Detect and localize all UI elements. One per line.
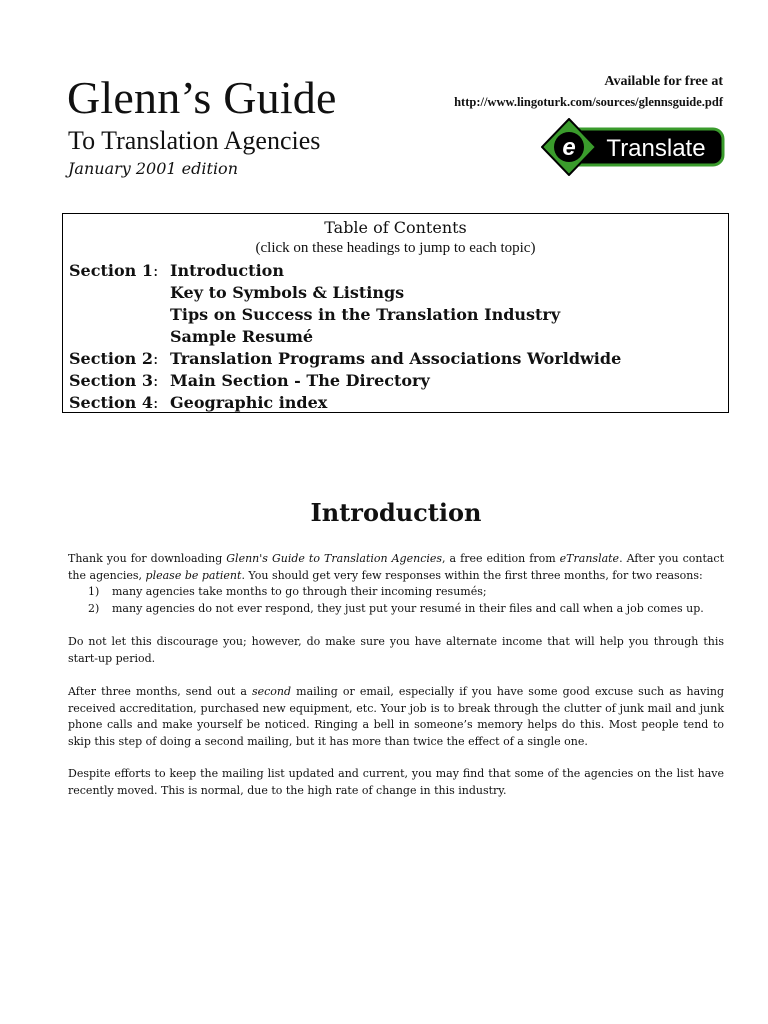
toc-link-translation-programs[interactable]: Translation Programs and Associations Worldwide [170, 349, 622, 368]
etranslate-logo [541, 118, 725, 176]
table-of-contents: Table of Contents (click on these headings to jump to each topic) Section 1: Introduction Key to Symbols & Listings Tips on Success in the Translation Industry Sample Resumé Section 2: Translation Programs and Associations Worldwide Section 3: Main Section - The Directory Section 4: Geographic index [62, 213, 729, 413]
toc-section-label: Section 3 [69, 371, 153, 390]
intro-paragraph-1: Thank you for downloading Glenn's Guide to Translation Agencies, a free edition from eTranslate. After you contact the agencies, please be patient. You should get very few responses within the first three months, for two reasons: [68, 552, 725, 582]
toc-link-introduction[interactable]: Introduction [170, 261, 284, 280]
intro-paragraph-4: Despite efforts to keep the mailing list updated and current, you may find that some of the agencies on the list have recently moved. This is normal, due to the high rate of change in this industry. [68, 767, 724, 797]
introduction-heading: Introduction [310, 498, 482, 527]
toc-link-tips-on-success[interactable]: Tips on Success in the Translation Industry [170, 305, 561, 324]
toc-section-label: Section 4 [69, 393, 153, 412]
toc-section-label: Section 2 [69, 349, 153, 368]
logo-letter: e [562, 134, 576, 161]
document-title: Glenn’s Guide [67, 72, 337, 123]
toc-note: (click on these headings to jump to each topic) [255, 240, 536, 256]
toc-link-geographic-index[interactable]: Geographic index [170, 393, 328, 412]
intro-paragraph-3: After three months, send out a second mailing or email, especially if you have some good excuse such as having received accreditation, purchased new equipment, etc. Your job is to break through the clutter of junk mail and junk phone calls and make yourself be noticed. Ringing a bell in someone’s memory helps do this. Most people tend to skip this step of doing a second mailing, but it has more than twice the effect of a single one. [68, 685, 724, 748]
download-url-link[interactable]: http://www.lingoturk.com/sources/glennsguide.pdf [454, 95, 723, 109]
toc-link-directory[interactable]: Main Section - The Directory [170, 371, 430, 390]
toc-link-key-to-symbols[interactable]: Key to Symbols & Listings [170, 283, 405, 302]
intro-paragraph-2: Do not let this discourage you; however, do make sure you have alternate income that will help you through this start-up period. [68, 635, 724, 665]
toc-section-label: Section 1 [69, 261, 153, 280]
toc-title: Table of Contents [324, 218, 467, 237]
document-subtitle: To Translation Agencies [68, 126, 321, 155]
availability-label: Available for free at [604, 74, 723, 89]
list-item: 2) many agencies do not ever respond, they just put your resumé in their files and call when a job comes up. [88, 602, 704, 615]
list-item: 1) many agencies take months to go through their incoming resumés; [88, 585, 487, 598]
availability-block [454, 72, 723, 112]
edition-label: January 2001 edition [68, 159, 238, 178]
toc-link-sample-resume[interactable]: Sample Resumé [170, 327, 314, 346]
logo-wordmark: Translate [606, 135, 706, 162]
